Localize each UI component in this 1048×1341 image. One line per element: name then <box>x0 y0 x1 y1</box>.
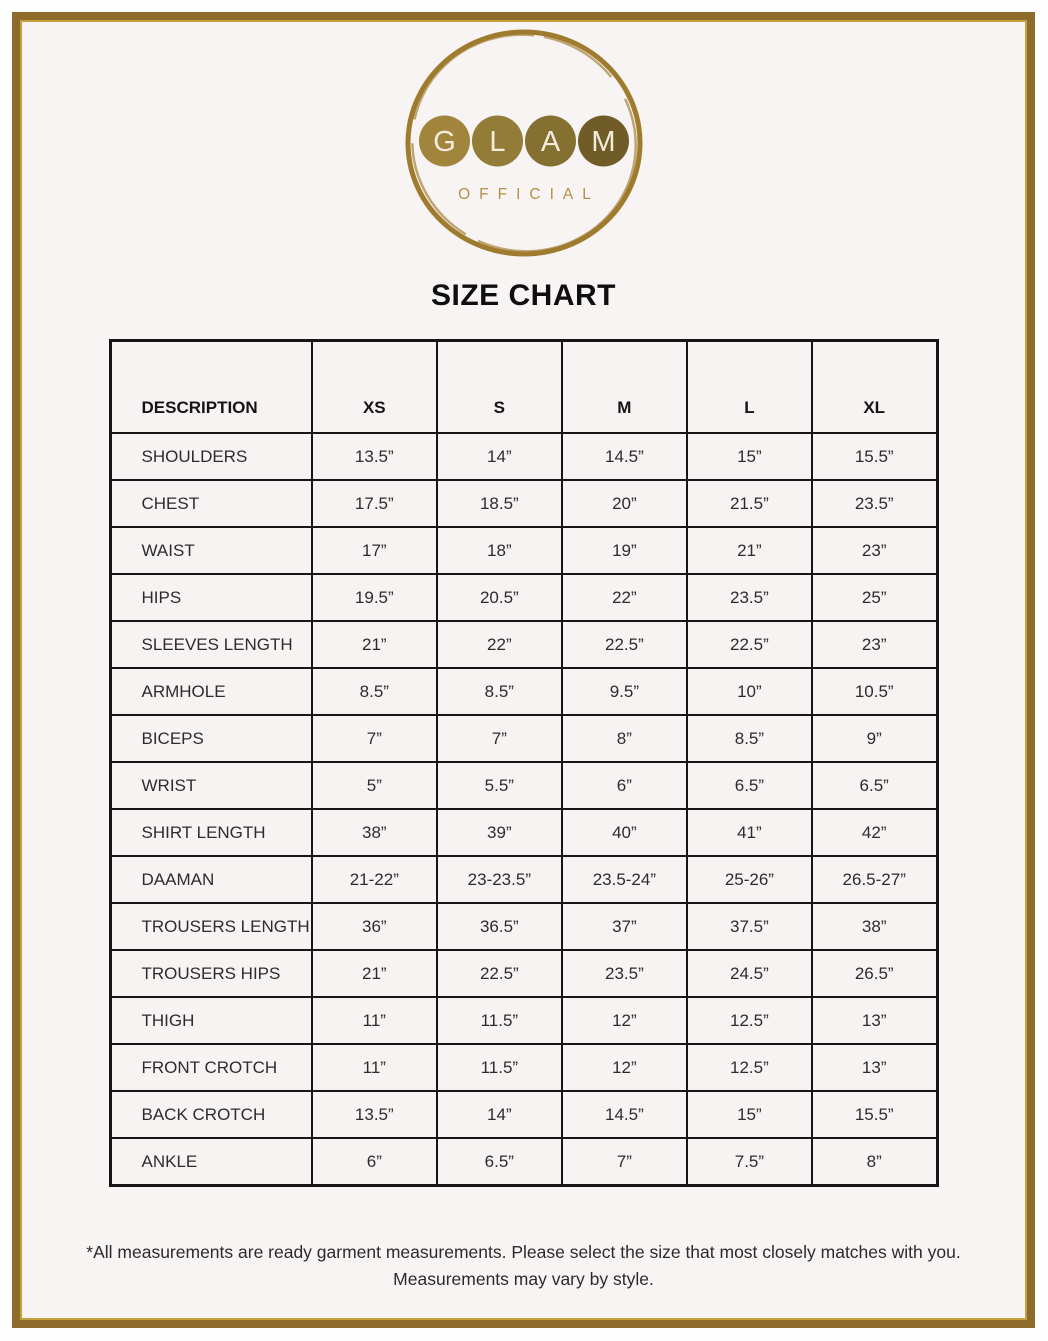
row-label: TROUSERS HIPS <box>110 950 312 997</box>
footer-line-1: *All measurements are ready garment measurements. Please select the size that most closely matches with you. <box>86 1242 961 1262</box>
measurement-cell: 8” <box>812 1138 937 1186</box>
measurement-cell: 5” <box>312 762 437 809</box>
measurement-cell: 13” <box>812 1044 937 1091</box>
col-header-size-l: L <box>687 341 812 434</box>
table-row <box>110 527 937 574</box>
measurement-cell: 25-26” <box>687 856 812 903</box>
measurement-cell: 11.5” <box>437 1044 562 1091</box>
measurement-cell: 17” <box>312 527 437 574</box>
measurement-cell: 6” <box>312 1138 437 1186</box>
measurement-cell: 23” <box>812 621 937 668</box>
row-label: BICEPS <box>110 715 312 762</box>
measurement-cell: 41” <box>687 809 812 856</box>
table-row <box>110 480 937 527</box>
measurement-cell: 21” <box>312 950 437 997</box>
measurement-cell: 23.5” <box>812 480 937 527</box>
measurement-cell: 14” <box>437 1091 562 1138</box>
measurement-cell: 39” <box>437 809 562 856</box>
measurement-cell: 19” <box>562 527 687 574</box>
measurement-cell: 9” <box>812 715 937 762</box>
measurement-cell: 14.5” <box>562 1091 687 1138</box>
measurement-cell: 21” <box>687 527 812 574</box>
measurement-cell: 36.5” <box>437 903 562 950</box>
logo-subtitle: OFFICIAL <box>457 186 600 203</box>
table-row <box>110 997 937 1044</box>
measurement-cell: 37.5” <box>687 903 812 950</box>
col-header-description: DESCRIPTION <box>110 341 312 434</box>
row-label: SHIRT LENGTH <box>110 809 312 856</box>
table-row <box>110 1138 937 1186</box>
measurement-cell: 26.5” <box>812 950 937 997</box>
measurement-cell: 19.5” <box>312 574 437 621</box>
col-header-size-m: M <box>562 341 687 434</box>
measurement-cell: 40” <box>562 809 687 856</box>
row-label: CHEST <box>110 480 312 527</box>
row-label: ANKLE <box>110 1138 312 1186</box>
logo-letters <box>419 116 629 167</box>
row-label: ARMHOLE <box>110 668 312 715</box>
measurement-cell: 11” <box>312 1044 437 1091</box>
row-label: WRIST <box>110 762 312 809</box>
measurement-cell: 8.5” <box>312 668 437 715</box>
measurement-cell: 22.5” <box>562 621 687 668</box>
table-row <box>110 574 937 621</box>
measurement-cell: 12.5” <box>687 1044 812 1091</box>
table-row <box>110 1044 937 1091</box>
measurement-cell: 13.5” <box>312 1091 437 1138</box>
measurement-cell: 20” <box>562 480 687 527</box>
measurement-cell: 24.5” <box>687 950 812 997</box>
table-row <box>110 1091 937 1138</box>
measurement-cell: 22” <box>437 621 562 668</box>
measurement-cell: 15.5” <box>812 1091 937 1138</box>
table-row <box>110 715 937 762</box>
table-row <box>110 809 937 856</box>
measurement-cell: 11.5” <box>437 997 562 1044</box>
logo-letter: G <box>432 126 456 158</box>
measurement-cell: 15” <box>687 433 812 480</box>
measurement-cell: 21-22” <box>312 856 437 903</box>
row-label: SLEEVES LENGTH <box>110 621 312 668</box>
measurement-cell: 15” <box>687 1091 812 1138</box>
col-header-size-s: S <box>437 341 562 434</box>
measurement-cell: 12” <box>562 997 687 1044</box>
measurement-cell: 7” <box>437 715 562 762</box>
measurement-cell: 23” <box>812 527 937 574</box>
measurement-cell: 20.5” <box>437 574 562 621</box>
measurement-cell: 14” <box>437 433 562 480</box>
row-label: BACK CROTCH <box>110 1091 312 1138</box>
row-label: HIPS <box>110 574 312 621</box>
col-header-size-xs: XS <box>312 341 437 434</box>
measurement-cell: 38” <box>312 809 437 856</box>
measurement-cell: 6.5” <box>437 1138 562 1186</box>
table-row <box>110 433 937 480</box>
logo-letter: L <box>488 126 506 158</box>
measurement-cell: 17.5” <box>312 480 437 527</box>
measurement-cell: 18.5” <box>437 480 562 527</box>
measurement-cell: 7.5” <box>687 1138 812 1186</box>
row-label: TROUSERS LENGTH <box>110 903 312 950</box>
row-label: THIGH <box>110 997 312 1044</box>
measurement-cell: 13” <box>812 997 937 1044</box>
measurement-cell: 12” <box>562 1044 687 1091</box>
size-chart-table <box>109 339 939 1187</box>
measurement-cell: 21” <box>312 621 437 668</box>
brand-logo <box>394 26 654 271</box>
measurement-cell: 36” <box>312 903 437 950</box>
measurement-cell: 6.5” <box>687 762 812 809</box>
measurement-cell: 10” <box>687 668 812 715</box>
measurement-cell: 5.5” <box>437 762 562 809</box>
table-row <box>110 950 937 997</box>
table-row <box>110 621 937 668</box>
table-row <box>110 762 937 809</box>
row-label: DAAMAN <box>110 856 312 903</box>
measurement-cell: 6” <box>562 762 687 809</box>
measurement-cell: 11” <box>312 997 437 1044</box>
brand-logo-graphic <box>394 26 654 266</box>
page-title: SIZE CHART <box>431 279 616 312</box>
table-row <box>110 903 937 950</box>
table-row <box>110 856 937 903</box>
logo-letter: A <box>540 126 560 158</box>
measurement-cell: 14.5” <box>562 433 687 480</box>
measurement-cell: 6.5” <box>812 762 937 809</box>
measurement-cell: 8” <box>562 715 687 762</box>
measurement-cell: 8.5” <box>437 668 562 715</box>
measurement-cell: 10.5” <box>812 668 937 715</box>
measurement-cell: 37” <box>562 903 687 950</box>
measurement-cell: 22.5” <box>437 950 562 997</box>
measurement-cell: 23.5-24” <box>562 856 687 903</box>
measurement-cell: 7” <box>312 715 437 762</box>
measurement-cell: 23.5” <box>687 574 812 621</box>
table-header-row <box>110 341 937 434</box>
measurement-cell: 21.5” <box>687 480 812 527</box>
measurement-cell: 18” <box>437 527 562 574</box>
col-header-size-xl: XL <box>812 341 937 434</box>
footer-line-2: Measurements may vary by style. <box>393 1269 654 1290</box>
measurement-cell: 12.5” <box>687 997 812 1044</box>
row-label: SHOULDERS <box>110 433 312 480</box>
gold-frame <box>12 12 1035 1328</box>
logo-letter: M <box>590 126 616 158</box>
measurement-cell: 42” <box>812 809 937 856</box>
table-row <box>110 668 937 715</box>
measurement-cell: 7” <box>562 1138 687 1186</box>
measurement-cell: 15.5” <box>812 433 937 480</box>
measurement-cell: 23-23.5” <box>437 856 562 903</box>
measurement-cell: 25” <box>812 574 937 621</box>
measurement-cell: 22” <box>562 574 687 621</box>
measurement-cell: 23.5” <box>562 950 687 997</box>
measurement-cell: 8.5” <box>687 715 812 762</box>
row-label: FRONT CROTCH <box>110 1044 312 1091</box>
footer-note <box>20 1239 1027 1293</box>
measurement-cell: 9.5” <box>562 668 687 715</box>
row-label: WAIST <box>110 527 312 574</box>
measurement-cell: 22.5” <box>687 621 812 668</box>
measurement-cell: 38” <box>812 903 937 950</box>
measurement-cell: 26.5-27” <box>812 856 937 903</box>
measurement-cell: 13.5” <box>312 433 437 480</box>
